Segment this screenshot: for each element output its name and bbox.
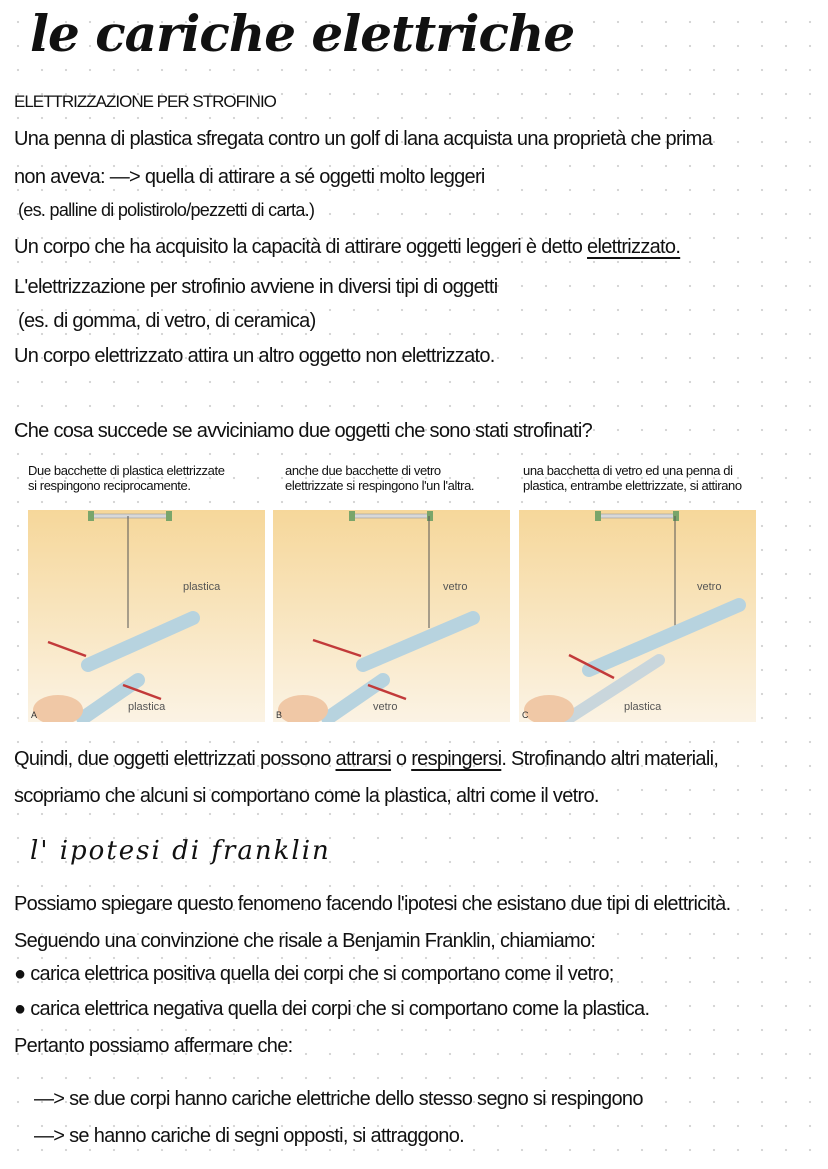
underlined-respingersi: respingersi	[411, 748, 502, 770]
text: Un corpo che ha acquisito la capacità di attirare oggetti leggeri è detto	[14, 236, 588, 258]
bottom-label: plastica	[624, 701, 662, 713]
figure-a-illustration	[28, 510, 265, 722]
text-line: non aveva: —> quella di attirare a sé oggetti molto leggeri	[14, 166, 485, 188]
top-label: vetro	[697, 581, 722, 593]
text-line	[14, 236, 680, 259]
figure-b-illustration	[273, 510, 510, 722]
text-line: scopriamo che alcuni si comportano come la plastica, altri come il vetro.	[14, 785, 599, 807]
text-line: (es. palline di polistirolo/pezzetti di carta.)	[18, 200, 315, 220]
underlined-term: elettrizzato.	[587, 236, 681, 258]
top-label: plastica	[183, 581, 221, 593]
panel-letter: A	[31, 710, 38, 720]
figure-caption-b: anche due bacchette di vetro elettrizzate si respingono l'un l'altra.	[285, 463, 475, 493]
underlined-attrarsi: attrarsi	[335, 748, 392, 770]
bottom-label: plastica	[128, 701, 166, 713]
text-line: Una penna di plastica sfregata contro un golf di lana acquista una proprietà che prima	[14, 128, 713, 150]
arrow-item: —> se due corpi hanno cariche elettriche dello stesso segno si respingono	[34, 1088, 643, 1110]
text-line: Un corpo elettrizzato attira un altro oggetto non elettrizzato.	[14, 345, 495, 367]
text-line: (es. di gomma, di vetro, di ceramica)	[18, 310, 316, 332]
section-heading-franklin: l' ipotesi di franklin	[30, 836, 331, 866]
text-line: Possiamo spiegare questo fenomeno facendo l'ipotesi che esistano due tipi di elettricità.	[14, 893, 731, 915]
bullet-item: ● carica elettrica negativa quella dei corpi che si comportano come la plastica.	[14, 998, 650, 1020]
top-label: vetro	[443, 581, 468, 593]
text-line: Pertanto possiamo affermare che:	[14, 1035, 293, 1057]
panel-letter: C	[522, 710, 529, 720]
question: Che cosa succede se avviciniamo due oggetti che sono stati strofinati?	[14, 420, 593, 442]
page-title: le cariche elettriche	[30, 4, 575, 63]
figure-caption-a: Due bacchette di plastica elettrizzate si respingono reciprocamente.	[28, 463, 225, 493]
section-heading: ELETTRIZZAZIONE PER STROFINIO	[14, 92, 276, 111]
arrow-item: —> se hanno cariche di segni opposti, si attraggono.	[34, 1125, 465, 1147]
figure-c-illustration	[519, 510, 756, 722]
text-line: L'elettrizzazione per strofinio avviene in diversi tipi di oggetti	[14, 276, 498, 298]
panel-letter: B	[276, 710, 283, 720]
bullet-item: ● carica elettrica positiva quella dei corpi che si comportano come il vetro;	[14, 963, 614, 985]
figure-caption-c: una bacchetta di vetro ed una penna di plastica, entrambe elettrizzate, si attirano	[523, 463, 742, 493]
conclusion-line: Quindi, due oggetti elettrizzati possono attrarsi o respingersi. Strofinando altri materiali,	[14, 748, 719, 770]
bottom-label: vetro	[373, 701, 398, 713]
text-line: Seguendo una convinzione che risale a Benjamin Franklin, chiamiamo:	[14, 930, 596, 952]
